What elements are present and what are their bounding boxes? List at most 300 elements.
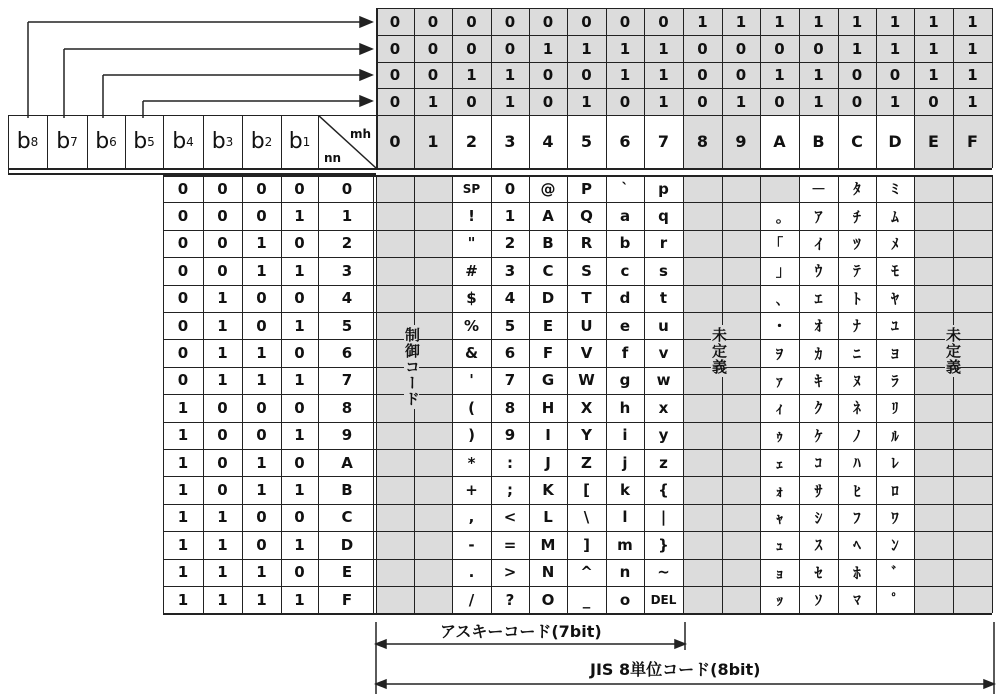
grid-line — [47, 115, 48, 168]
char-cell: ﾀ — [853, 180, 861, 199]
grid-line — [799, 8, 800, 168]
row-bit: 1 — [217, 590, 228, 609]
row-bit: 0 — [294, 179, 305, 198]
row-bit: 1 — [177, 590, 189, 609]
char-cell: 7 — [504, 371, 516, 390]
bit-label: b 6 — [95, 129, 117, 154]
column-bit: 1 — [928, 12, 939, 31]
row-bit: 1 — [294, 261, 305, 280]
column-bit: 0 — [466, 39, 477, 58]
grid-line — [163, 613, 992, 615]
grid-line — [992, 8, 993, 168]
char-cell: ~ — [657, 563, 670, 582]
grid-line — [606, 8, 607, 168]
char-cell: J — [545, 453, 551, 472]
row-bit: 1 — [217, 535, 228, 554]
char-cell: ) — [468, 426, 475, 445]
column-header: A — [773, 132, 786, 151]
row-header: 2 — [341, 234, 353, 253]
grid-line — [376, 115, 992, 116]
column-bit: 1 — [658, 92, 669, 111]
row-bit: 0 — [256, 426, 267, 445]
row-bit: 1 — [217, 371, 228, 390]
control-code-note: 制御コード — [403, 327, 421, 407]
grid-line — [644, 175, 645, 613]
row-bit: 1 — [177, 508, 189, 527]
char-cell: z — [659, 453, 668, 472]
bit-label: b 8 — [16, 129, 39, 154]
char-cell: i — [622, 426, 628, 445]
row-bit: 0 — [294, 508, 305, 527]
column-bit: 0 — [389, 66, 401, 84]
char-cell: ｺ — [814, 454, 823, 473]
row-bit: 1 — [294, 481, 305, 500]
char-cell: 4 — [504, 289, 516, 308]
char-cell: Y — [581, 426, 592, 445]
column-bit: 1 — [967, 12, 978, 31]
char-cell: ^ — [580, 563, 593, 582]
grid-line — [838, 175, 839, 613]
column-bit: 1 — [466, 66, 477, 84]
row-bit: 0 — [217, 179, 228, 198]
row-bit: 0 — [217, 234, 228, 253]
grid-line — [760, 8, 761, 168]
grid-line — [992, 175, 993, 613]
row-bit: 0 — [177, 234, 189, 253]
char-cell: ｱ — [814, 207, 823, 226]
char-cell: ﾛ — [891, 481, 899, 500]
grid-line — [163, 586, 992, 587]
column-bit: 1 — [658, 66, 669, 84]
row-bit: 1 — [217, 508, 228, 527]
char-cell: ﾆ — [853, 344, 861, 363]
char-cell: { — [658, 481, 669, 500]
char-cell: d — [619, 289, 631, 308]
row-header: 1 — [341, 207, 353, 226]
char-cell: DEL — [650, 592, 677, 607]
char-cell: ﾄ — [853, 289, 861, 308]
grid-line — [87, 115, 88, 168]
column-bit: 1 — [774, 12, 785, 31]
column-bit: 1 — [504, 66, 516, 84]
column-bit: 0 — [542, 66, 554, 84]
char-cell: & — [464, 344, 479, 363]
mh-label: mh — [350, 127, 372, 141]
grid-line — [414, 8, 415, 168]
char-cell: l — [622, 508, 628, 527]
char-cell: - — [468, 535, 475, 554]
char-cell: ﾊ — [853, 454, 861, 473]
column-bit: 0 — [504, 12, 516, 31]
char-cell: ｻ — [814, 481, 823, 500]
row-bit: 1 — [177, 481, 189, 500]
grid-line — [163, 257, 992, 258]
char-cell: ﾏ — [853, 591, 861, 610]
grid-line — [163, 115, 164, 168]
char-cell: 0 — [504, 179, 516, 198]
char-cell: ｾ — [814, 563, 823, 582]
row-bit: 1 — [217, 563, 228, 582]
grid-line — [953, 8, 954, 168]
row-bit: 0 — [294, 563, 305, 582]
char-cell: A — [542, 207, 554, 226]
column-bit: 0 — [889, 66, 901, 84]
char-cell: ﾖ — [891, 344, 899, 363]
grid-line — [318, 175, 319, 613]
char-cell: D — [541, 289, 555, 308]
column-header: 8 — [696, 132, 709, 151]
grid-line — [373, 175, 374, 613]
char-cell: ﾒ — [891, 234, 899, 253]
char-cell: ｩ — [775, 426, 784, 445]
char-cell: + — [465, 481, 478, 500]
grid-line — [163, 422, 992, 423]
column-bit: 0 — [389, 12, 401, 31]
char-cell: Q — [580, 207, 593, 226]
char-cell: ﾔ — [891, 289, 899, 308]
grid-line — [799, 175, 800, 613]
char-cell: R — [580, 234, 593, 253]
char-cell: ｧ — [775, 371, 784, 390]
char-cell: 9 — [504, 426, 516, 445]
row-header: 0 — [341, 179, 353, 198]
char-cell: = — [503, 535, 517, 554]
column-bit: 0 — [581, 12, 592, 31]
row-bit: 1 — [256, 261, 267, 280]
char-cell: [ — [583, 481, 590, 500]
char-cell: < — [503, 508, 517, 527]
column-bit: 0 — [389, 92, 401, 111]
char-cell: ｢ — [775, 234, 784, 253]
row-bit: 1 — [217, 316, 228, 335]
char-cell: r — [659, 234, 668, 253]
char-cell: g — [619, 371, 631, 390]
row-bit: 0 — [177, 207, 189, 226]
char-cell: 8 — [504, 398, 516, 417]
char-cell: ｮ — [775, 563, 784, 582]
column-bit: 1 — [581, 92, 592, 111]
column-bit: 1 — [504, 92, 516, 111]
column-bit: 0 — [466, 92, 477, 111]
grid-line — [163, 202, 992, 203]
grid-line — [376, 88, 992, 89]
bit-label: b 1 — [288, 129, 311, 154]
column-header: 9 — [735, 132, 747, 151]
char-cell: E — [542, 316, 554, 335]
row-bit: 0 — [217, 398, 228, 417]
char-cell: ､ — [775, 289, 784, 308]
grid-line — [281, 175, 282, 613]
column-bit: 0 — [774, 39, 785, 58]
row-header: F — [341, 590, 353, 609]
column-header: 5 — [580, 132, 593, 151]
char-cell: p — [658, 179, 669, 198]
column-bit: 0 — [697, 92, 708, 111]
row-bit: 0 — [177, 179, 189, 198]
row-bit: 0 — [256, 207, 267, 226]
column-bit: 0 — [813, 39, 824, 58]
grid-line — [163, 504, 992, 505]
char-cell: " — [467, 234, 476, 253]
column-header: F — [967, 132, 978, 151]
char-cell: ; — [507, 481, 513, 500]
column-bit: 0 — [466, 12, 477, 31]
grid-line — [203, 175, 204, 613]
row-bit: 1 — [217, 344, 228, 363]
grid-line — [376, 62, 992, 63]
char-cell: ｼ — [814, 508, 823, 527]
char-cell: － — [810, 180, 826, 199]
char-cell: ﾇ — [853, 371, 861, 390]
column-bit: 0 — [658, 12, 669, 31]
column-bit: 1 — [967, 66, 978, 84]
grid-line — [953, 175, 954, 613]
undefined-note: 未定義 — [944, 327, 962, 375]
char-cell: ﾚ — [891, 454, 899, 473]
char-cell: q — [658, 207, 669, 226]
char-cell: ] — [583, 535, 590, 554]
column-header: 3 — [504, 132, 516, 151]
char-cell: ｪ — [775, 454, 784, 473]
row-bit: 1 — [256, 344, 267, 363]
grid-line — [838, 8, 839, 168]
row-bit: 0 — [294, 398, 305, 417]
char-cell: ｭ — [775, 536, 784, 555]
bit-label: b 5 — [133, 129, 155, 154]
column-bit: 0 — [389, 39, 401, 58]
grid-line — [163, 476, 992, 477]
char-cell: ﾌ — [853, 508, 861, 527]
grid-line — [163, 394, 992, 395]
char-cell: ｹ — [814, 426, 823, 445]
char-cell: ﾉ — [853, 426, 861, 445]
char-cell: ｷ — [814, 371, 823, 390]
row-bit: 1 — [256, 563, 267, 582]
column-bit: 1 — [813, 12, 824, 31]
column-bit: 1 — [735, 92, 747, 111]
row-bit: 1 — [177, 563, 189, 582]
column-bit: 1 — [813, 66, 824, 84]
row-bit: 0 — [217, 261, 228, 280]
char-cell: . — [468, 563, 475, 582]
char-cell: ﾟ — [891, 591, 899, 610]
column-bit: 1 — [889, 92, 901, 111]
column-bit: 1 — [735, 12, 747, 31]
char-cell: / — [468, 590, 475, 609]
grid-line — [163, 175, 992, 177]
char-cell: ｿ — [814, 591, 823, 610]
column-header: E — [928, 132, 939, 151]
char-cell: | — [660, 508, 667, 527]
char-cell: $ — [466, 289, 477, 308]
char-cell: j — [622, 453, 628, 472]
char-cell: ﾘ — [891, 399, 899, 418]
column-bit: 0 — [581, 66, 592, 84]
row-bit: 1 — [294, 371, 305, 390]
char-cell: ! — [468, 207, 475, 226]
char-cell: ｫ — [775, 481, 784, 500]
char-cell: V — [580, 344, 593, 363]
row-bit: 1 — [217, 289, 228, 308]
grid-line — [376, 8, 992, 9]
row-bit: 1 — [177, 426, 189, 445]
char-cell: ﾗ — [891, 371, 899, 390]
grid-line — [8, 115, 9, 173]
grid-line — [722, 8, 723, 168]
corner-diagonal — [318, 115, 378, 170]
row-bit: 0 — [177, 261, 189, 280]
char-cell: 2 — [504, 234, 516, 253]
char-cell: v — [658, 344, 669, 363]
grid-line — [567, 175, 568, 613]
column-bit: 0 — [542, 12, 554, 31]
char-cell: k — [620, 481, 630, 500]
row-bit: 1 — [256, 234, 267, 253]
char-cell: ｵ — [814, 317, 823, 336]
column-bit: 1 — [542, 39, 554, 58]
row-header: 3 — [341, 261, 353, 280]
char-cell: , — [468, 508, 475, 527]
char-cell: F — [542, 344, 554, 363]
char-cell: ･ — [775, 317, 784, 336]
row-header: B — [341, 481, 353, 500]
grid-line — [163, 312, 992, 313]
char-cell: N — [541, 563, 555, 582]
column-bit: 0 — [427, 66, 439, 84]
char-cell: o — [619, 590, 631, 609]
grid-line — [163, 559, 992, 560]
column-bit: 0 — [735, 66, 747, 84]
char-cell: ｬ — [775, 508, 784, 527]
grid-line — [452, 175, 453, 613]
grid-line — [163, 339, 992, 340]
grid-line — [491, 8, 492, 168]
jis-caption: JIS 8単位コード(8bit) — [590, 660, 761, 679]
column-bit: 1 — [658, 39, 669, 58]
column-header: 0 — [389, 132, 401, 151]
grid-line — [163, 230, 992, 231]
char-cell: I — [545, 426, 551, 445]
column-bit: 0 — [697, 66, 708, 84]
row-bit: 0 — [294, 234, 305, 253]
char-cell: O — [541, 590, 555, 609]
column-header: 7 — [657, 132, 670, 151]
char-cell: ｨ — [775, 399, 784, 418]
row-bit: 0 — [177, 344, 189, 363]
char-cell: P — [581, 179, 592, 198]
char-cell: x — [658, 398, 669, 417]
char-cell: ｸ — [814, 399, 823, 418]
row-bit: 0 — [217, 453, 228, 472]
char-cell — [760, 175, 799, 202]
row-header: 7 — [341, 371, 353, 390]
column-bit: 0 — [774, 92, 785, 111]
row-bit: 1 — [294, 207, 305, 226]
grid-line — [876, 175, 877, 613]
char-cell: > — [503, 563, 517, 582]
row-header: 4 — [341, 289, 353, 308]
row-bit: 0 — [294, 344, 305, 363]
column-header: C — [851, 132, 863, 151]
char-cell: ﾓ — [891, 262, 899, 281]
bit-label: b 4 — [172, 129, 194, 154]
char-cell: @ — [540, 179, 556, 198]
grid-line — [163, 367, 992, 368]
row-bit: 0 — [256, 535, 267, 554]
column-bit: 0 — [851, 66, 863, 84]
char-cell: ﾈ — [853, 399, 861, 418]
row-bit: 0 — [217, 207, 228, 226]
char-cell: ｽ — [814, 536, 823, 555]
char-cell: a — [619, 207, 631, 226]
bit-label: b 7 — [56, 129, 78, 154]
char-cell: ﾅ — [853, 317, 861, 336]
row-header: D — [340, 535, 354, 554]
row-bit: 1 — [256, 590, 267, 609]
row-bit: 1 — [177, 453, 189, 472]
grid-line — [163, 285, 992, 286]
char-cell: u — [658, 316, 669, 335]
grid-line — [683, 175, 684, 613]
char-cell: ? — [505, 590, 515, 609]
grid-line — [683, 8, 684, 168]
column-bit: 1 — [889, 39, 901, 58]
column-bit: 1 — [889, 12, 901, 31]
grid-line — [567, 8, 568, 168]
char-cell: ﾑ — [891, 207, 899, 226]
grid-line — [644, 8, 645, 168]
column-bit: 1 — [774, 66, 785, 84]
char-cell: ｲ — [814, 234, 823, 253]
column-bit: 1 — [928, 39, 939, 58]
grid-line — [760, 175, 761, 613]
row-bit: 1 — [294, 590, 305, 609]
char-cell: ﾙ — [891, 426, 899, 445]
row-bit: 0 — [177, 371, 189, 390]
row-bit: 0 — [256, 398, 267, 417]
grid-line — [8, 168, 992, 170]
column-bit: 0 — [851, 92, 863, 111]
char-cell: W — [578, 371, 595, 390]
grid-line — [163, 175, 164, 613]
row-bit: 0 — [217, 481, 228, 500]
column-bit: 0 — [427, 12, 439, 31]
grid-line — [529, 175, 530, 613]
grid-line — [376, 35, 992, 36]
row-header: 6 — [341, 344, 353, 363]
char-cell: ｶ — [814, 344, 823, 363]
grid-line — [529, 8, 530, 168]
column-header: 1 — [427, 132, 439, 151]
column-bit: 1 — [851, 39, 863, 58]
row-header: C — [341, 508, 353, 527]
row-bit: 1 — [177, 398, 189, 417]
char-cell: ﾋ — [853, 481, 861, 500]
char-cell: ` — [621, 179, 629, 198]
nn-label: nn — [324, 151, 342, 165]
char-cell: s — [659, 261, 668, 280]
row-header: E — [341, 563, 353, 582]
column-bit: 0 — [427, 39, 439, 58]
grid-line — [163, 531, 992, 532]
char-cell: ﾍ — [853, 536, 861, 555]
row-header: 9 — [341, 426, 353, 445]
grid-line — [914, 8, 915, 168]
row-bit: 0 — [177, 289, 189, 308]
grid-line — [606, 175, 607, 613]
char-cell: \ — [583, 508, 590, 527]
row-bit: 0 — [256, 316, 267, 335]
